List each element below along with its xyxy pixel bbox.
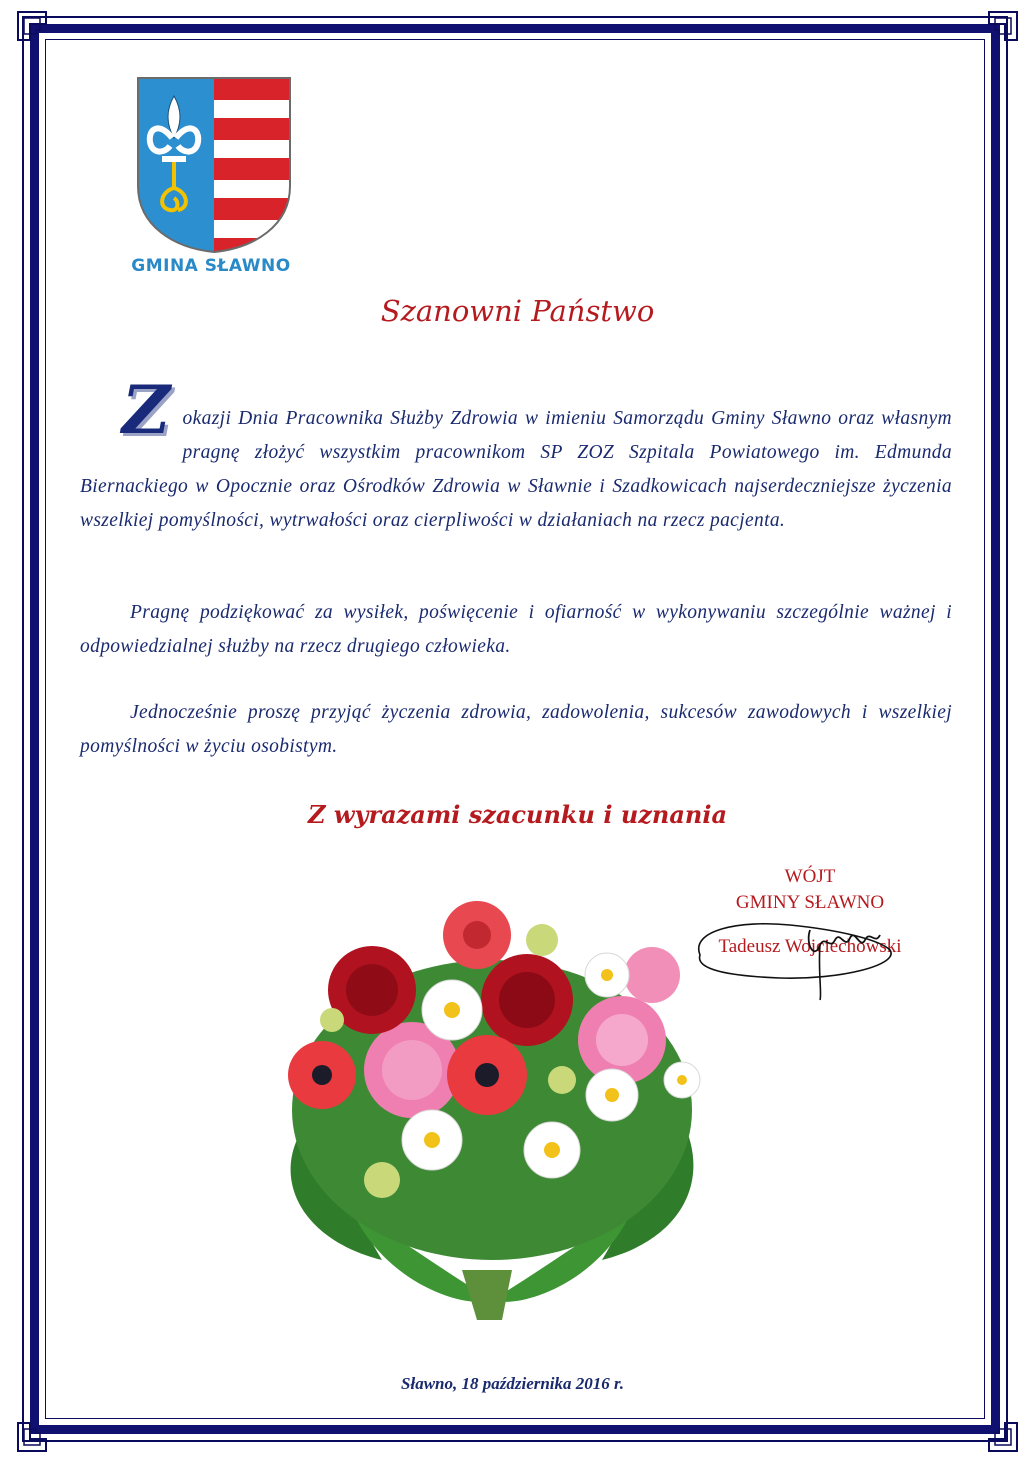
letter-heading: Szanowni Państwo [380,294,655,328]
paragraph-2: Pragnę podziękować za wysiłek, poświęcenie i ofiarność w wykonywaniu szczególnie ważnej i odpowiedzialnej służby na rzecz drugiego człowieka. [80,602,952,657]
logo-caption: GMINA SŁAWNO [131,256,291,276]
letter-date: Sławno, 18 października 2016 r. [401,1374,624,1393]
frame-corner-ornament [16,10,62,56]
frame-corner-ornament [973,1407,1019,1453]
signatory-office: GMINY SŁAWNO [735,892,885,913]
closing-line: Z wyrazami szacunku i uznania [307,800,728,829]
paragraph-1 [80,371,952,538]
signatory-title: WÓJT [784,866,836,887]
flower-bouquet-image [262,880,722,1320]
handwritten-signature [680,900,920,1010]
drop-cap: Z [122,371,171,449]
paragraph-3: Jednocześnie proszę przyjąć życzenia zdrowia, zadowolenia, sukcesów zawodowych i wszelkiej pomyślności w życiu osobistym. [80,702,952,757]
coat-of-arms-logo [134,76,294,286]
frame-corner-ornament [973,10,1019,56]
paragraph-1-text: okazji Dnia Pracownika Służby Zdrowia w imieniu Samorządu Gminy Sławno oraz własnym pragnę złożyć wszystkim pracownikom SP ZOZ Szpitala Powiatowego im. Edmunda Biernackiego w Opocznie oraz Ośrodków Zdrowia w Sławnie i Szadkowicach najserdeczniejsze życzenia wszelkiej pomyślności, wytrwałości oraz cierpliwości w działaniach na rzecz pacjenta. [80,408,952,531]
signatory-name: Tadeusz Wojciechowski [718,936,902,957]
frame-corner-ornament [16,1407,62,1453]
